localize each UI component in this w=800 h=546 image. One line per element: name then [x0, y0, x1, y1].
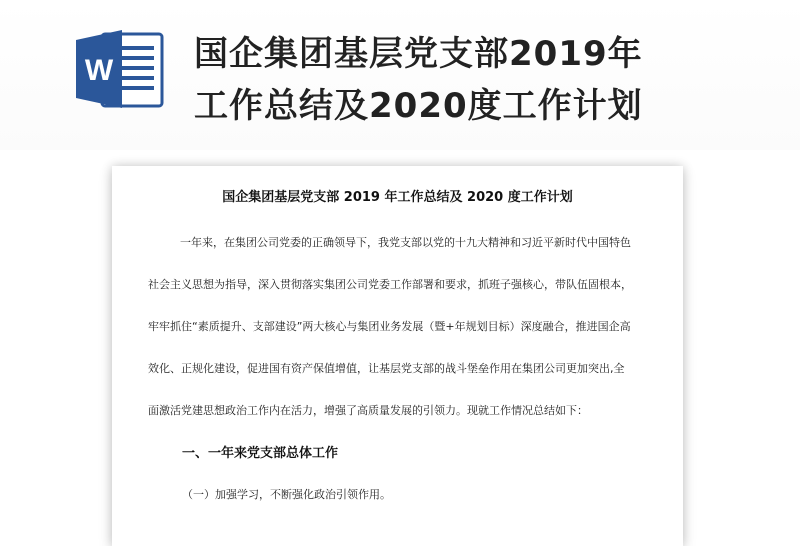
- paragraph-line: 社会主义思想为指导，深入贯彻落实集团公司党委工作部署和要求，抓班子强核心，带队伍固根本，: [148, 278, 632, 291]
- paragraph-line: 一年来，在集团公司党委的正确领导下，我党支部以党的十九大精神和习近平新时代中国特色: [180, 236, 631, 249]
- section-heading: 一、一年来党支部总体工作: [182, 446, 339, 461]
- document-page: [112, 166, 683, 546]
- paragraph-line: 效化、正规化建设，促进国有资产保值增值，让基层党支部的战斗堡垒作用在集团公司更加突出,全: [148, 362, 625, 375]
- paragraph-line: 牢牢抓住“素质提升、支部建设”两大核心与集团业务发展（暨+年规划目标）深度融合，推进国企高: [148, 320, 631, 333]
- paragraph-line: 面激活党建思想政治工作内在活力，增强了高质量发展的引领力。现就工作情况总结如下：: [148, 404, 588, 417]
- svg-text:W: W: [84, 54, 114, 87]
- document-title: 国企集团基层党支部2019年 工作总结及2020度工作计划: [194, 34, 643, 126]
- subsection-heading: （一）加强学习，不断强化政治引领作用。: [182, 488, 391, 501]
- word-icon: [76, 28, 164, 110]
- page-heading: 国企集团基层党支部 2019 年工作总结及 2020 度工作计划: [222, 190, 573, 205]
